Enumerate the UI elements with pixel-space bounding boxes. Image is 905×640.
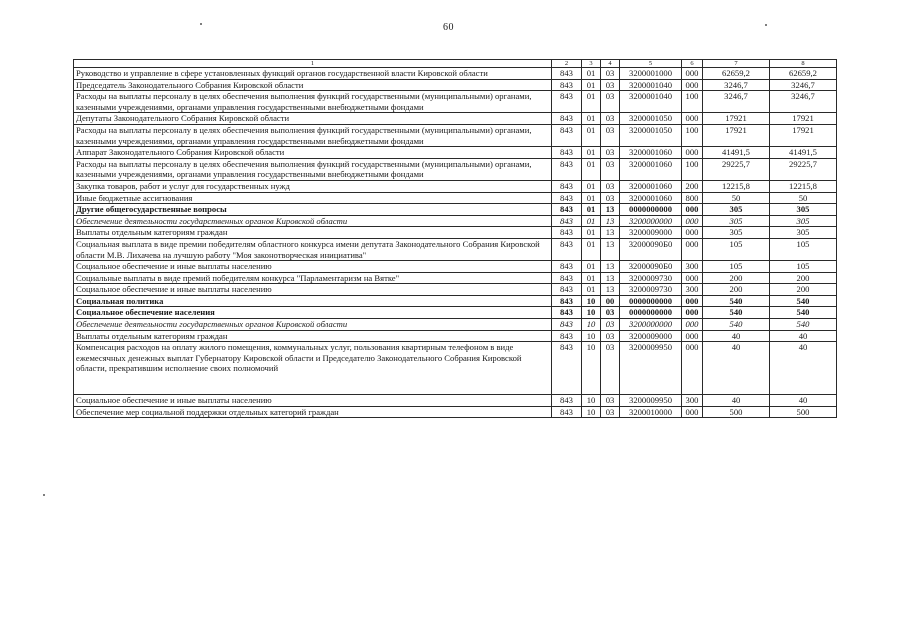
expense-type-cell: 100 — [682, 91, 703, 113]
row-name-cell: Социальное обеспечение населения — [74, 307, 552, 319]
header-cell: 7 — [703, 60, 770, 68]
header-cell: 1 — [74, 60, 552, 68]
table-row — [74, 272, 837, 284]
subsection-cell: 03 — [601, 91, 620, 113]
amount-cell: 200 — [770, 272, 837, 284]
row-name-cell: Социальные выплаты в виде премий победителям конкурса "Парламентаризм на Вятке" — [74, 272, 552, 284]
row-name-cell: Закупка товаров, работ и услуг для государственных нужд — [74, 180, 552, 192]
row-name-cell: Расходы на выплаты персоналу в целях обеспечения выполнения функций государственными (муниципальными) органами, казенными учреждениями, органами управления государственными внебюджетными фондами — [74, 124, 552, 146]
section-cell: 01 — [582, 113, 601, 125]
subsection-cell: 03 — [601, 158, 620, 180]
amount-cell: 105 — [703, 261, 770, 273]
code-cell: 843 — [552, 307, 582, 319]
amount-cell: 17921 — [770, 113, 837, 125]
section-cell: 10 — [582, 319, 601, 331]
subsection-cell: 03 — [601, 192, 620, 204]
amount-cell: 29225,7 — [770, 158, 837, 180]
amount-cell: 200 — [703, 272, 770, 284]
expense-type-cell: 000 — [682, 272, 703, 284]
section-cell: 01 — [582, 204, 601, 216]
section-cell: 10 — [582, 395, 601, 407]
target-item-cell: 3200001060 — [620, 147, 682, 159]
expense-type-cell: 800 — [682, 192, 703, 204]
target-item-cell: 3200001040 — [620, 79, 682, 91]
section-cell: 01 — [582, 79, 601, 91]
subsection-cell: 13 — [601, 227, 620, 239]
row-name-cell: Компенсация расходов на оплату жилого помещения, коммунальных услуг, пользования квартирным телефоном в виде ежемесячных денежных выплат Губернатору Кировской области и Председателю Законодательного Собрания Кировской области, прекратившим исполнение своих полномочий — [74, 342, 552, 395]
amount-cell: 41491,5 — [770, 147, 837, 159]
header-row — [74, 60, 837, 68]
amount-cell: 3246,7 — [703, 91, 770, 113]
amount-cell: 12215,8 — [703, 180, 770, 192]
section-cell: 01 — [582, 91, 601, 113]
target-item-cell: 0000000000 — [620, 295, 682, 307]
expense-type-cell: 100 — [682, 158, 703, 180]
amount-cell: 500 — [770, 406, 837, 418]
table-row — [74, 330, 837, 342]
subsection-cell: 03 — [601, 406, 620, 418]
amount-cell: 305 — [703, 204, 770, 216]
amount-cell: 540 — [703, 307, 770, 319]
amount-cell: 540 — [770, 307, 837, 319]
target-item-cell: 3200001040 — [620, 91, 682, 113]
amount-cell: 3246,7 — [703, 79, 770, 91]
row-name-cell: Социальное обеспечение и иные выплаты населению — [74, 395, 552, 407]
expense-type-cell: 000 — [682, 330, 703, 342]
expense-type-cell: 200 — [682, 180, 703, 192]
row-name-cell: Обеспечение деятельности государственных органов Кировской области — [74, 319, 552, 331]
row-name-cell: Другие общегосударственные вопросы — [74, 204, 552, 216]
code-cell: 843 — [552, 79, 582, 91]
code-cell: 843 — [552, 330, 582, 342]
section-cell: 01 — [582, 215, 601, 227]
target-item-cell: 3200001050 — [620, 113, 682, 125]
section-cell: 10 — [582, 295, 601, 307]
section-cell: 01 — [582, 272, 601, 284]
row-name-cell: Социальная выплата в виде премии победителям областного конкурса имени депутата Законодательного Собрания Кировской области М.В. Лихачева на лучшую работу "Моя законотворческая инициатива" — [74, 238, 552, 260]
expense-type-cell: 000 — [682, 319, 703, 331]
amount-cell: 3246,7 — [770, 79, 837, 91]
table-body — [74, 60, 837, 418]
code-cell: 843 — [552, 284, 582, 296]
target-item-cell: 3200009730 — [620, 272, 682, 284]
expense-type-cell: 000 — [682, 113, 703, 125]
subsection-cell: 03 — [601, 68, 620, 80]
code-cell: 843 — [552, 180, 582, 192]
amount-cell: 41491,5 — [703, 147, 770, 159]
row-name-cell: Руководство и управление в сфере установленных функций органов государственной власти Кировской области — [74, 68, 552, 80]
row-name-cell: Расходы на выплаты персоналу в целях обеспечения выполнения функций государственными (муниципальными) органами, казенными учреждениями, органами управления государственными внебюджетными фондами — [74, 91, 552, 113]
code-cell: 843 — [552, 192, 582, 204]
row-name-cell: Выплаты отдельным категориям граждан — [74, 330, 552, 342]
header-cell: 3 — [582, 60, 601, 68]
expense-type-cell: 000 — [682, 79, 703, 91]
amount-cell: 17921 — [770, 124, 837, 146]
code-cell: 843 — [552, 342, 582, 395]
section-cell: 10 — [582, 330, 601, 342]
expense-type-cell: 300 — [682, 284, 703, 296]
target-item-cell: 3200009730 — [620, 284, 682, 296]
subsection-cell: 00 — [601, 295, 620, 307]
amount-cell: 540 — [703, 295, 770, 307]
table-row — [74, 180, 837, 192]
table-row — [74, 158, 837, 180]
target-item-cell: 3200009950 — [620, 395, 682, 407]
code-cell: 843 — [552, 68, 582, 80]
section-cell: 01 — [582, 147, 601, 159]
amount-cell: 17921 — [703, 124, 770, 146]
amount-cell: 12215,8 — [770, 180, 837, 192]
amount-cell: 50 — [703, 192, 770, 204]
table-row — [74, 147, 837, 159]
subsection-cell: 03 — [601, 124, 620, 146]
amount-cell: 40 — [703, 342, 770, 395]
table-row — [74, 204, 837, 216]
expense-type-cell: 000 — [682, 147, 703, 159]
code-cell: 843 — [552, 215, 582, 227]
row-name-cell: Выплаты отдельным категориям граждан — [74, 227, 552, 239]
target-item-cell: 3200001000 — [620, 68, 682, 80]
amount-cell: 29225,7 — [703, 158, 770, 180]
expense-type-cell: 000 — [682, 204, 703, 216]
target-item-cell: 3200009000 — [620, 330, 682, 342]
header-cell: 5 — [620, 60, 682, 68]
code-cell: 843 — [552, 227, 582, 239]
row-name-cell: Социальное обеспечение и иные выплаты населению — [74, 284, 552, 296]
amount-cell: 305 — [770, 227, 837, 239]
expense-type-cell: 000 — [682, 227, 703, 239]
amount-cell: 540 — [703, 319, 770, 331]
expense-type-cell: 000 — [682, 342, 703, 395]
expense-type-cell: 000 — [682, 406, 703, 418]
code-cell: 843 — [552, 272, 582, 284]
target-item-cell: 3200000000 — [620, 215, 682, 227]
code-cell: 843 — [552, 295, 582, 307]
table-row — [74, 113, 837, 125]
subsection-cell: 03 — [601, 79, 620, 91]
amount-cell: 40 — [770, 342, 837, 395]
code-cell: 843 — [552, 91, 582, 113]
table-row — [74, 319, 837, 331]
target-item-cell: 3200009000 — [620, 227, 682, 239]
amount-cell: 50 — [770, 192, 837, 204]
section-cell: 10 — [582, 342, 601, 395]
amount-cell: 40 — [703, 330, 770, 342]
subsection-cell: 13 — [601, 284, 620, 296]
table-row — [74, 79, 837, 91]
subsection-cell: 13 — [601, 261, 620, 273]
header-cell: 4 — [601, 60, 620, 68]
expense-type-cell: 300 — [682, 261, 703, 273]
target-item-cell: 3200001060 — [620, 192, 682, 204]
target-item-cell: 3200001060 — [620, 180, 682, 192]
table-row — [74, 406, 837, 418]
amount-cell: 305 — [703, 215, 770, 227]
row-name-cell: Депутаты Законодательного Собрания Кировской области — [74, 113, 552, 125]
scan-speck — [43, 494, 45, 496]
amount-cell: 40 — [703, 395, 770, 407]
row-name-cell: Председатель Законодательного Собрания Кировской области — [74, 79, 552, 91]
subsection-cell: 03 — [601, 307, 620, 319]
row-name-cell: Социальная политика — [74, 295, 552, 307]
amount-cell: 200 — [770, 284, 837, 296]
target-item-cell: 0000000000 — [620, 307, 682, 319]
subsection-cell: 03 — [601, 342, 620, 395]
code-cell: 843 — [552, 319, 582, 331]
table-row — [74, 261, 837, 273]
target-item-cell: 3200001060 — [620, 158, 682, 180]
header-cell: 8 — [770, 60, 837, 68]
section-cell: 01 — [582, 180, 601, 192]
amount-cell: 305 — [703, 227, 770, 239]
amount-cell: 105 — [703, 238, 770, 260]
subsection-cell: 13 — [601, 215, 620, 227]
target-item-cell: 0000000000 — [620, 204, 682, 216]
section-cell: 01 — [582, 124, 601, 146]
code-cell: 843 — [552, 113, 582, 125]
amount-cell: 540 — [770, 295, 837, 307]
row-name-cell: Обеспечение мер социальной поддержки отдельных категорий граждан — [74, 406, 552, 418]
page-number: 60 — [443, 22, 454, 33]
table-row — [74, 192, 837, 204]
code-cell: 843 — [552, 261, 582, 273]
amount-cell: 62659,2 — [703, 68, 770, 80]
amount-cell: 40 — [770, 330, 837, 342]
subsection-cell: 13 — [601, 272, 620, 284]
section-cell: 01 — [582, 68, 601, 80]
table-row — [74, 295, 837, 307]
table-row — [74, 227, 837, 239]
section-cell: 01 — [582, 158, 601, 180]
amount-cell: 540 — [770, 319, 837, 331]
target-item-cell: 32000090Б0 — [620, 261, 682, 273]
target-item-cell: 3200009950 — [620, 342, 682, 395]
table-row — [74, 68, 837, 80]
subsection-cell: 03 — [601, 147, 620, 159]
subsection-cell: 03 — [601, 395, 620, 407]
table-row — [74, 284, 837, 296]
expense-type-cell: 000 — [682, 307, 703, 319]
subsection-cell: 03 — [601, 113, 620, 125]
scan-speck — [200, 23, 202, 25]
subsection-cell: 13 — [601, 204, 620, 216]
subsection-cell: 13 — [601, 238, 620, 260]
target-item-cell: 3200001050 — [620, 124, 682, 146]
amount-cell: 40 — [770, 395, 837, 407]
amount-cell: 105 — [770, 261, 837, 273]
code-cell: 843 — [552, 147, 582, 159]
code-cell: 843 — [552, 406, 582, 418]
header-cell: 6 — [682, 60, 703, 68]
row-name-cell: Аппарат Законодательного Собрания Кировской области — [74, 147, 552, 159]
amount-cell: 105 — [770, 238, 837, 260]
subsection-cell: 03 — [601, 330, 620, 342]
table-row — [74, 342, 837, 395]
amount-cell: 3246,7 — [770, 91, 837, 113]
code-cell: 843 — [552, 395, 582, 407]
target-item-cell: 32000090Б0 — [620, 238, 682, 260]
table-row — [74, 395, 837, 407]
budget-table — [73, 59, 837, 418]
row-name-cell: Обеспечение деятельности государственных органов Кировской области — [74, 215, 552, 227]
section-cell: 01 — [582, 227, 601, 239]
code-cell: 843 — [552, 204, 582, 216]
amount-cell: 62659,2 — [770, 68, 837, 80]
row-name-cell: Социальное обеспечение и иные выплаты населению — [74, 261, 552, 273]
code-cell: 843 — [552, 238, 582, 260]
expense-type-cell: 300 — [682, 395, 703, 407]
scan-speck — [765, 24, 767, 26]
header-cell: 2 — [552, 60, 582, 68]
table-row — [74, 91, 837, 113]
section-cell: 01 — [582, 261, 601, 273]
expense-type-cell: 100 — [682, 124, 703, 146]
expense-type-cell: 000 — [682, 68, 703, 80]
subsection-cell: 03 — [601, 180, 620, 192]
row-name-cell: Расходы на выплаты персоналу в целях обеспечения выполнения функций государственными (муниципальными) органами, казенными учреждениями, органами управления государственными внебюджетными фондами — [74, 158, 552, 180]
amount-cell: 17921 — [703, 113, 770, 125]
subsection-cell: 03 — [601, 319, 620, 331]
amount-cell: 500 — [703, 406, 770, 418]
expense-type-cell: 000 — [682, 215, 703, 227]
table-row — [74, 307, 837, 319]
section-cell: 01 — [582, 192, 601, 204]
expense-type-cell: 000 — [682, 295, 703, 307]
section-cell: 01 — [582, 238, 601, 260]
section-cell: 10 — [582, 406, 601, 418]
row-name-cell: Иные бюджетные ассигнования — [74, 192, 552, 204]
amount-cell: 200 — [703, 284, 770, 296]
code-cell: 843 — [552, 124, 582, 146]
target-item-cell: 3200010000 — [620, 406, 682, 418]
table-row — [74, 238, 837, 260]
target-item-cell: 3200000000 — [620, 319, 682, 331]
amount-cell: 305 — [770, 204, 837, 216]
table-row — [74, 215, 837, 227]
code-cell: 843 — [552, 158, 582, 180]
table-row — [74, 124, 837, 146]
section-cell: 01 — [582, 284, 601, 296]
amount-cell: 305 — [770, 215, 837, 227]
expense-type-cell: 000 — [682, 238, 703, 260]
section-cell: 10 — [582, 307, 601, 319]
